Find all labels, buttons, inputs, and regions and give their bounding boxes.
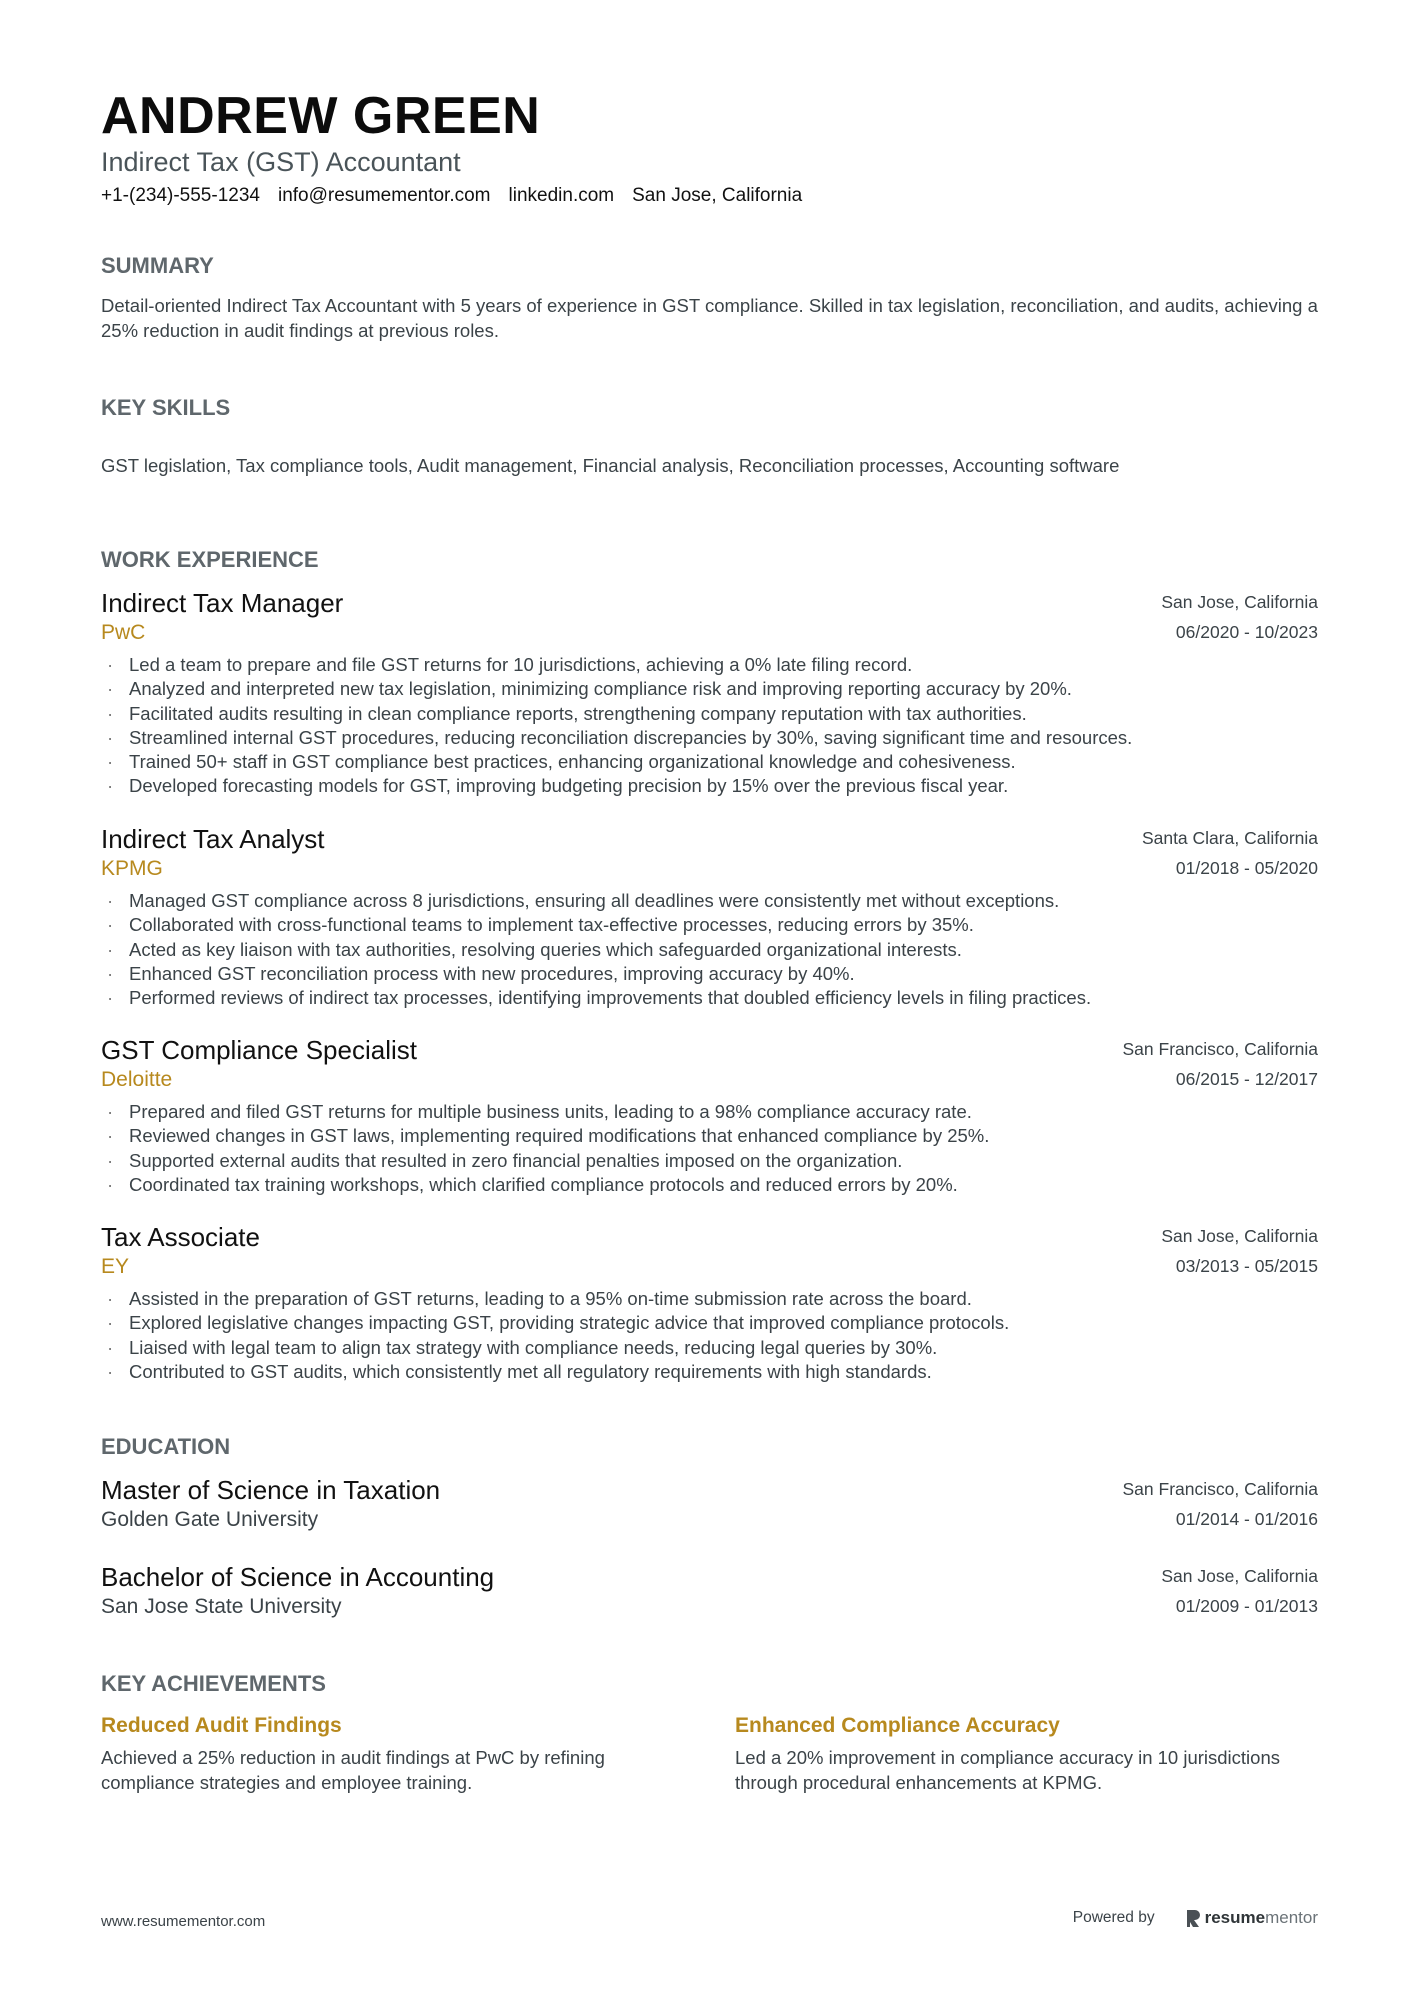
job-dates: 06/2020 - 10/2023 bbox=[1175, 622, 1318, 642]
job-dates: 06/2015 - 12/2017 bbox=[1175, 1069, 1318, 1089]
job-dates: 03/2013 - 05/2015 bbox=[1175, 1256, 1318, 1276]
bullet-dot-icon: · bbox=[107, 987, 114, 1009]
achievements-heading: KEY ACHIEVEMENTS bbox=[101, 1671, 326, 1696]
bullet-item: · Assisted in the preparation of GST returns, leading to a 95% on-time submission rate across the board. bbox=[101, 1287, 1318, 1311]
job-entry bbox=[101, 1034, 1318, 1197]
job-bullets bbox=[101, 889, 1318, 1010]
bullet-item: · Developed forecasting models for GST, improving budgeting precision by 15% over the previous fiscal year. bbox=[101, 774, 1318, 798]
job-company: Deloitte bbox=[101, 1068, 173, 1091]
achievement-text: Led a 20% improvement in compliance accuracy in 10 jurisdictions through procedural enhancements at KPMG. bbox=[735, 1747, 1280, 1793]
bullet-item: · Explored legislative changes impacting GST, providing strategic advice that improved compliance protocols. bbox=[101, 1311, 1318, 1335]
education-location: San Francisco, California bbox=[1122, 1479, 1318, 1499]
skills-heading: KEY SKILLS bbox=[101, 395, 231, 420]
bullet-dot-icon: · bbox=[107, 1149, 114, 1171]
education-heading: EDUCATION bbox=[101, 1434, 231, 1459]
bullet-dot-icon: · bbox=[107, 1173, 114, 1195]
achievement-title: Reduced Audit Findings bbox=[101, 1714, 342, 1737]
education-location: San Jose, California bbox=[1161, 1566, 1318, 1586]
job-company: PwC bbox=[101, 621, 146, 644]
job-entry bbox=[101, 1221, 1318, 1384]
bullet-dot-icon: · bbox=[107, 654, 114, 675]
bullet-item: · Supported external audits that resulted in zero financial penalties imposed on the organization. bbox=[101, 1149, 1318, 1173]
job-location: San Francisco, California bbox=[1122, 1039, 1318, 1059]
job-meta bbox=[1161, 1221, 1318, 1281]
education-dates: 01/2014 - 01/2016 bbox=[1175, 1509, 1318, 1529]
job-title: Indirect Tax Analyst bbox=[101, 824, 325, 854]
bullet-dot-icon: · bbox=[107, 914, 114, 936]
education-meta bbox=[1123, 1474, 1319, 1534]
contact-line bbox=[101, 184, 802, 208]
achievement-item bbox=[101, 1712, 701, 1795]
bullet-item: · Coordinated tax training workshops, which clarified compliance protocols and reduced errors by 20%. bbox=[101, 1173, 1318, 1197]
achievement-text: Achieved a 25% reduction in audit findings at PwC by refining compliance strategies and employee training. bbox=[101, 1747, 605, 1793]
job-meta bbox=[1161, 587, 1318, 647]
bullet-dot-icon: · bbox=[107, 726, 114, 748]
bullet-dot-icon: · bbox=[107, 938, 114, 960]
bullet-dot-icon: · bbox=[107, 1312, 114, 1334]
achievement-title: Enhanced Compliance Accuracy bbox=[735, 1714, 1060, 1737]
bullet-item: · Enhanced GST reconciliation process with new procedures, improving accuracy by 40%. bbox=[101, 962, 1318, 986]
school: Golden Gate University bbox=[101, 1508, 319, 1531]
brand-logo[interactable]: resume mentor bbox=[1185, 1908, 1318, 1928]
summary-text: Detail-oriented Indirect Tax Accountant with 5 years of experience in GST compliance. Skilled in tax legislation, reconciliation, and audits, achieving a 25% reduction in audit findings at previous roles. bbox=[101, 295, 1318, 341]
bullet-dot-icon: · bbox=[107, 890, 114, 911]
powered-by-label: Powered by bbox=[1072, 1909, 1155, 1926]
bullet-item: · Led a team to prepare and file GST returns for 10 jurisdictions, achieving a 0% late filing record. bbox=[101, 653, 1318, 677]
education-entry bbox=[101, 1474, 1318, 1534]
job-dates: 01/2018 - 05/2020 bbox=[1175, 858, 1318, 878]
summary-heading: SUMMARY bbox=[101, 253, 214, 278]
bullet-dot-icon: · bbox=[107, 1288, 114, 1309]
footer-branding bbox=[1073, 1908, 1318, 1928]
bullet-dot-icon: · bbox=[107, 751, 114, 773]
job-bullets bbox=[101, 1100, 1318, 1197]
bullet-item: · Collaborated with cross-functional teams to implement tax-effective processes, reducing errors by 35%. bbox=[101, 913, 1318, 937]
degree: Bachelor of Science in Accounting bbox=[101, 1562, 495, 1592]
bullet-item: · Analyzed and interpreted new tax legislation, minimizing compliance risk and improving reporting accuracy by 20%. bbox=[101, 677, 1318, 701]
experience-heading: WORK EXPERIENCE bbox=[101, 547, 319, 572]
bullet-dot-icon: · bbox=[107, 775, 114, 797]
candidate-name: ANDREW GREEN bbox=[101, 87, 541, 145]
job-entry bbox=[101, 823, 1318, 1010]
bullet-dot-icon: · bbox=[107, 962, 114, 984]
bullet-item: · Liaised with legal team to align tax strategy with compliance needs, reducing legal queries by 30%. bbox=[101, 1336, 1318, 1360]
education-meta bbox=[1161, 1561, 1318, 1621]
candidate-title: Indirect Tax (GST) Accountant bbox=[101, 147, 461, 177]
school: San Jose State University bbox=[101, 1595, 342, 1618]
bullet-dot-icon: · bbox=[107, 1125, 114, 1147]
job-bullets bbox=[101, 1287, 1318, 1384]
bullet-item: · Acted as key liaison with tax authorities, resolving queries which safeguarded organizational interests. bbox=[101, 938, 1318, 962]
contact-linkedin[interactable]: linkedin.com bbox=[508, 185, 615, 206]
job-meta bbox=[1142, 823, 1318, 883]
footer-website[interactable]: www.resumementor.com bbox=[101, 1913, 266, 1930]
job-title: GST Compliance Specialist bbox=[101, 1035, 417, 1065]
job-company: EY bbox=[101, 1255, 130, 1278]
bullet-item: · Reviewed changes in GST laws, implementing required modifications that enhanced compliance by 25%. bbox=[101, 1124, 1318, 1148]
achievement-item bbox=[735, 1712, 1335, 1795]
contact-location: San Jose, California bbox=[632, 185, 803, 206]
job-bullets bbox=[101, 653, 1318, 799]
bullet-item: · Performed reviews of indirect tax processes, identifying improvements that doubled efficiency levels in filing practices. bbox=[101, 986, 1318, 1010]
bullet-item: · Prepared and filed GST returns for multiple business units, leading to a 98% compliance accuracy rate. bbox=[101, 1100, 1318, 1124]
job-title: Indirect Tax Manager bbox=[101, 588, 344, 618]
job-entry bbox=[101, 587, 1318, 799]
bullet-item: · Managed GST compliance across 8 jurisdictions, ensuring all deadlines were consistently met without exceptions. bbox=[101, 889, 1318, 913]
bullet-dot-icon: · bbox=[107, 1360, 114, 1382]
bullet-dot-icon: · bbox=[107, 1336, 114, 1358]
contact-email[interactable]: info@resumementor.com bbox=[277, 185, 491, 206]
job-location: San Jose, California bbox=[1161, 1226, 1318, 1246]
bullet-item: · Contributed to GST audits, which consistently met all regulatory requirements with high standards. bbox=[101, 1360, 1318, 1384]
resumementor-logo-icon bbox=[1185, 1908, 1201, 1928]
skills-text: GST legislation, Tax compliance tools, Audit management, Financial analysis, Reconciliation processes, Accounting software bbox=[101, 455, 1120, 476]
bullet-item: · Facilitated audits resulting in clean compliance reports, strengthening company reputation with tax authorities. bbox=[101, 702, 1318, 726]
education-dates: 01/2009 - 01/2013 bbox=[1175, 1596, 1318, 1616]
bullet-item: · Trained 50+ staff in GST compliance best practices, enhancing organizational knowledge and cohesiveness. bbox=[101, 750, 1318, 774]
bullet-dot-icon: · bbox=[107, 1101, 114, 1122]
degree: Master of Science in Taxation bbox=[101, 1475, 441, 1505]
job-company: KPMG bbox=[101, 857, 163, 880]
job-location: San Jose, California bbox=[1161, 592, 1318, 612]
contact-phone[interactable]: +1-(234)-555-1234 bbox=[101, 185, 260, 206]
bullet-item: · Streamlined internal GST procedures, reducing reconciliation discrepancies by 30%, saving significant time and resources. bbox=[101, 726, 1318, 750]
job-meta bbox=[1123, 1034, 1319, 1094]
education-entry bbox=[101, 1561, 1318, 1621]
bullet-dot-icon: · bbox=[107, 678, 114, 700]
job-location: Santa Clara, California bbox=[1141, 828, 1318, 848]
job-title: Tax Associate bbox=[101, 1222, 260, 1252]
bullet-dot-icon: · bbox=[107, 702, 114, 724]
